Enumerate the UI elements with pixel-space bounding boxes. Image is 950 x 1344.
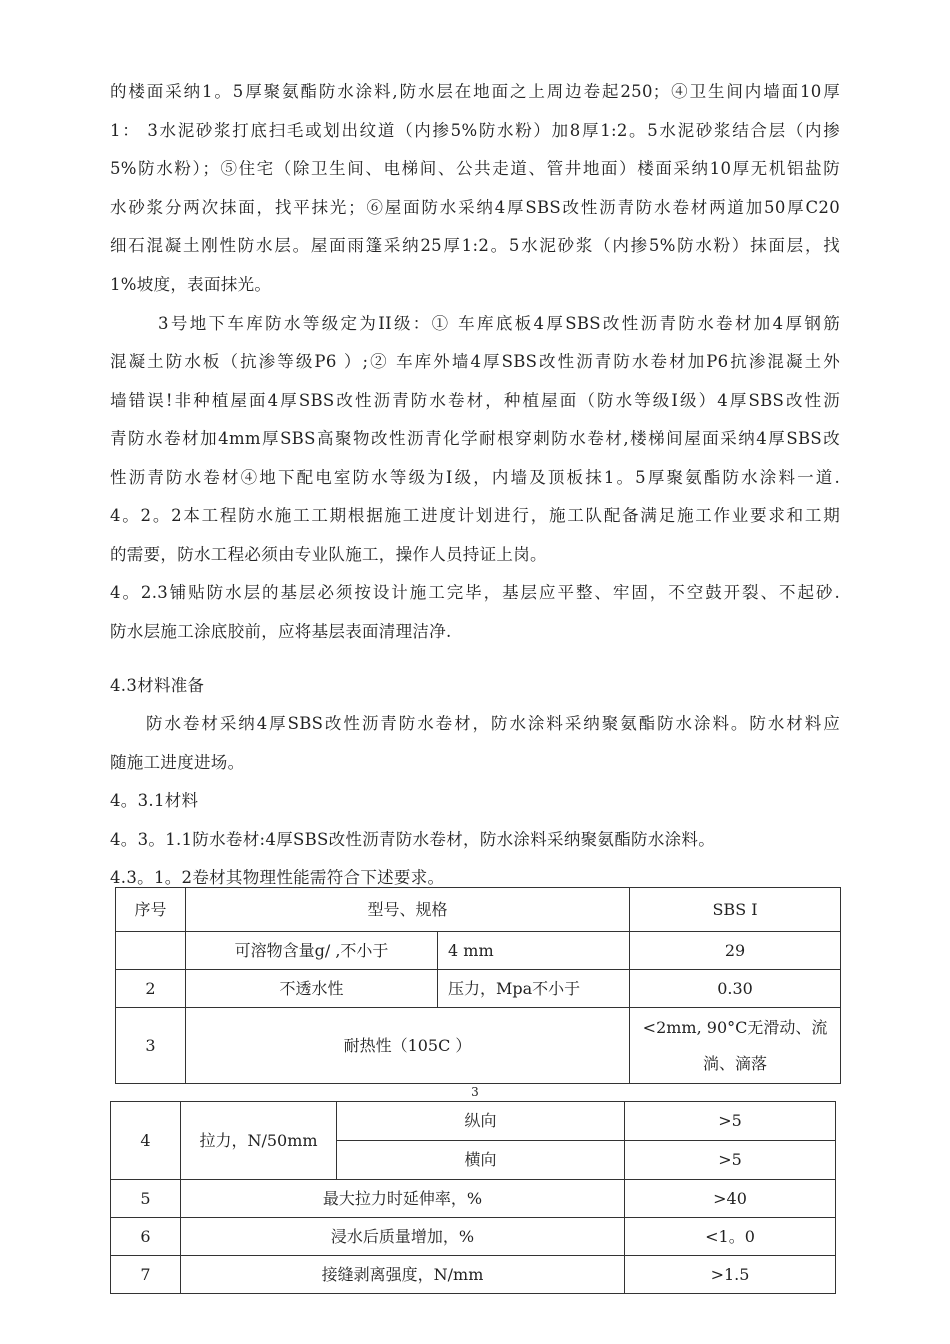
header-grade: SBS Ⅰ — [630, 888, 841, 932]
text-line-7: 3号地下车库防水等级定为II级：① 车库底板4厚SBS改性沥青防水卷材加4厚钢筋 — [158, 314, 840, 333]
text-line-1: 的楼面采纳1。5厚聚氨酯防水涂料,防水层在地面之上周边卷起250；④卫生间内墙面10厚 — [110, 82, 840, 101]
text-line-21: 4.3。1。2卷材其物理性能需符合下述要求。 — [110, 868, 445, 887]
table-row — [111, 1256, 836, 1294]
row-item: 不透水性 — [186, 970, 438, 1008]
table-row — [116, 970, 841, 1008]
text-line-17: 防水卷材采纳4厚SBS改性沥青防水卷材，防水涂料采纳聚氨酯防水涂料。防水材料应 — [146, 714, 840, 733]
text-line-10: 青防水卷材加4mm厚SBS高聚物改性沥青化学耐根穿刺防水卷材,楼梯间屋面采纳4厚SBS改 — [110, 429, 840, 448]
table-row — [111, 1218, 836, 1256]
spec-table-part-2 — [110, 1101, 836, 1294]
header-no: 序号 — [116, 888, 186, 932]
table-row — [111, 1180, 836, 1218]
row-sub-transverse: 横向 — [337, 1141, 625, 1180]
row-value: >1.5 — [625, 1256, 836, 1294]
row-cond: 4 mm — [438, 932, 630, 970]
row-value: 29 — [630, 932, 841, 970]
row-sub-longitudinal: 纵向 — [337, 1102, 625, 1141]
row-no: 3 — [116, 1008, 186, 1084]
text-line-13: 的需要，防水工程必须由专业队施工，操作人员持证上岗。 — [110, 545, 547, 564]
row-no: 7 — [111, 1256, 181, 1294]
text-line-14: 4。2.3铺贴防水层的基层必须按设计施工完毕，基层应平整、牢固，不空鼓开裂、不起砂. — [110, 583, 840, 602]
text-line-6: 1%坡度，表面抹光。 — [110, 275, 272, 294]
table-row — [111, 1102, 836, 1141]
row-value: <1。0 — [625, 1218, 836, 1256]
table-row — [116, 1008, 841, 1084]
row-value: >5 — [625, 1141, 836, 1180]
table-row — [116, 932, 841, 970]
text-line-8: 混凝土防水板（抗渗等级P6 ）;② 车库外墙4厚SBS改性沥青防水卷材加P6抗渗混凝土外 — [110, 352, 840, 371]
row-item: 耐热性（105C ） — [186, 1008, 630, 1084]
text-line-12: 4。2。2本工程防水施工工期根据施工进度计划进行，施工队配备满足施工作业要求和工期 — [110, 506, 840, 525]
row-no: 4 — [111, 1102, 181, 1180]
text-line-3: 5%防水粉）；⑤住宅（除卫生间、电梯间、公共走道、管井地面）楼面采纳10厚无机铝盐防 — [110, 159, 840, 178]
row-value-line-2: 淌、滴落 — [703, 1053, 768, 1073]
spec-table-part-1 — [115, 887, 841, 1084]
table-header-row — [116, 888, 841, 932]
row-no: 6 — [111, 1218, 181, 1256]
row-cond: 压力，Mpa不小于 — [438, 970, 630, 1008]
row-value: 0.30 — [630, 970, 841, 1008]
text-line-18: 随施工进度进场。 — [110, 753, 245, 772]
row-no — [116, 932, 186, 970]
page-number: 3 — [471, 1085, 479, 1099]
text-line-19: 4。3.1材料 — [110, 791, 199, 810]
text-line-4: 水砂浆分两次抹面，找平抹光；⑥屋面防水采纳4厚SBS改性沥青防水卷材两道加50厚C20 — [110, 198, 840, 217]
text-line-11: 性沥青防水卷材④地下配电室防水等级为Ⅰ级，内墙及顶板抹1。5厚聚氨酯防水涂料一道. — [110, 468, 840, 487]
row-item: 浸水后质量增加，% — [181, 1218, 625, 1256]
row-value: >40 — [625, 1180, 836, 1218]
text-line-2: 1： 3水泥砂浆打底扫毛或划出纹道（内掺5%防水粉）加8厚1:2。5水泥砂浆结合层（内掺 — [110, 121, 840, 140]
row-item: 可溶物含量g/ ,不小于 — [186, 932, 438, 970]
text-line-5: 细石混凝土刚性防水层。屋面雨篷采纳25厚1:2。5水泥砂浆（内掺5%防水粉）抹面层，找 — [110, 236, 840, 255]
header-spec: 型号、规格 — [186, 888, 630, 932]
row-value — [630, 1008, 841, 1084]
row-item: 接缝剥离强度，N/mm — [181, 1256, 625, 1294]
row-value-line-1: <2mm, 90°C无滑动、流 — [642, 1017, 828, 1037]
section-heading-4-3: 4.3材料准备 — [110, 676, 205, 695]
row-value: >5 — [625, 1102, 836, 1141]
text-line-9: 墙错误!非种植屋面4厚SBS改性沥青防水卷材，种植屋面（防水等级Ⅰ级）4厚SBS改性沥 — [110, 391, 840, 410]
row-no: 2 — [116, 970, 186, 1008]
row-item: 拉力，N/50mm — [181, 1102, 337, 1180]
text-line-20: 4。3。1.1防水卷材:4厚SBS改性沥青防水卷材，防水涂料采纳聚氨酯防水涂料。 — [110, 830, 716, 849]
row-no: 5 — [111, 1180, 181, 1218]
row-item: 最大拉力时延伸率，% — [181, 1180, 625, 1218]
text-line-15: 防水层施工涂底胶前，应将基层表面清理洁净. — [110, 622, 452, 641]
